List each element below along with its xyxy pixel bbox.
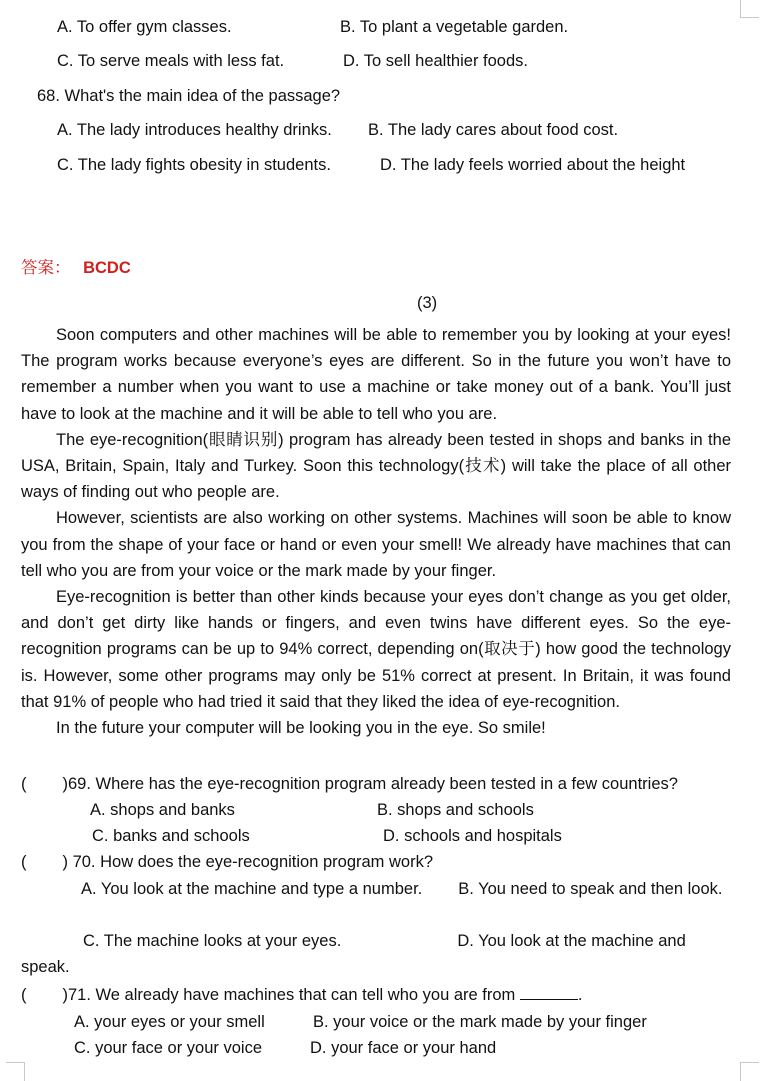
- q71-stem-end: .: [577, 986, 583, 1004]
- q71-fill-in-blank[interactable]: [520, 985, 578, 1000]
- q68-stem: 68. What's the main idea of the passage?: [37, 87, 341, 105]
- q67-option-c: C. To serve meals with less fat.: [57, 52, 285, 70]
- q69-option-a: A. shops and banks: [90, 801, 235, 819]
- page-corner-mark-bottom-right: [740, 1062, 759, 1081]
- answer-key: [21, 258, 131, 278]
- q70-options-ab: [21, 876, 731, 902]
- passage-paragraph-2: The eye-recognition(眼睛识别) program has already been tested in shops and banks in the USA, Britain, Spain, Italy and Turkey. Soon this technology(技术) will take the place of all other ways of finding out who people are.: [21, 430, 731, 502]
- q68-option-c: C. The lady fights obesity in students.: [57, 156, 331, 174]
- q70-option-a: A. You look at the machine and type a number.: [81, 880, 423, 898]
- q71-option-a: A. your eyes or your smell: [74, 1013, 265, 1031]
- q69-option-d: D. schools and hospitals: [383, 827, 562, 845]
- section-number: (3): [417, 294, 438, 312]
- q70-option-b: B. You need to speak and then look.: [458, 880, 723, 898]
- q71-option-d: D. your face or your hand: [310, 1039, 497, 1057]
- q70-stem: ) 70. How does the eye-recognition program work?: [62, 853, 434, 871]
- passage-paragraph-3: However, scientists are also working on other systems. Machines will soon be able to know you from the shape of your face or hand or even your smell! We already have machines that can tell who you are from your voice or the mark made by your finger.: [21, 509, 731, 580]
- answer-value: BCDC: [83, 259, 131, 277]
- q70-option-d: D. You look at the machine and speak.: [21, 932, 686, 977]
- q70-options-cd: [21, 928, 731, 980]
- page-corner-mark-top-right: [740, 0, 759, 18]
- q68-option-b: B. The lady cares about food cost.: [368, 121, 619, 139]
- passage-paragraph-5: In the future your computer will be looking you in the eye. So smile!: [56, 719, 546, 738]
- q67-option-a: A. To offer gym classes.: [57, 18, 232, 36]
- reading-passage: [21, 322, 731, 741]
- passage-paragraph-1: Soon computers and other machines will be able to remember you by looking at your eyes! The program works because everyone’s eyes are different. So in the future you won’t have to remember a number when you want to use a machine or take money out of a bank. You’ll just have to look at the machine and it will be able to tell who you are.: [21, 326, 731, 423]
- q69-paren: (: [21, 775, 27, 793]
- q71-option-c: C. your face or your voice: [74, 1039, 262, 1057]
- q71-stem-line: [21, 982, 731, 1008]
- q67-option-b: B. To plant a vegetable garden.: [340, 18, 569, 36]
- q69-stem-line: [21, 771, 731, 797]
- q67-option-d: D. To sell healthier foods.: [343, 52, 528, 70]
- q70-option-c: C. The machine looks at your eyes.: [83, 932, 342, 950]
- q70-stem-line: [21, 849, 731, 875]
- answer-label: 答案：: [21, 259, 71, 277]
- page-corner-mark-bottom-left: [6, 1062, 25, 1081]
- q69-option-c: C. banks and schools: [92, 827, 250, 845]
- q68-option-a: A. The lady introduces healthy drinks.: [57, 121, 332, 139]
- passage-paragraph-4: Eye-recognition is better than other kinds because your eyes don’t change as you get older, and don’t get dirty like hands or fingers, and even twins have different eyes. So the eye-recognition programs can be up to 94% correct, depending on(取决于) how good the technology is. However, some other programs may only be 51% correct at present. In Britain, it was found that 91% of people who had tried it said that they liked the idea of eye-recognition.: [21, 588, 731, 711]
- q69-option-b: B. shops and schools: [377, 801, 534, 819]
- q69-stem: )69. Where has the eye-recognition program already been tested in a few countries?: [62, 775, 678, 793]
- q71-paren: (: [21, 986, 27, 1004]
- q71-stem: )71. We already have machines that can tell who you are from: [62, 986, 516, 1004]
- q71-option-b: B. your voice or the mark made by your finger: [313, 1013, 647, 1031]
- q68-option-d: D. The lady feels worried about the height: [380, 156, 686, 174]
- q70-paren: (: [21, 853, 27, 871]
